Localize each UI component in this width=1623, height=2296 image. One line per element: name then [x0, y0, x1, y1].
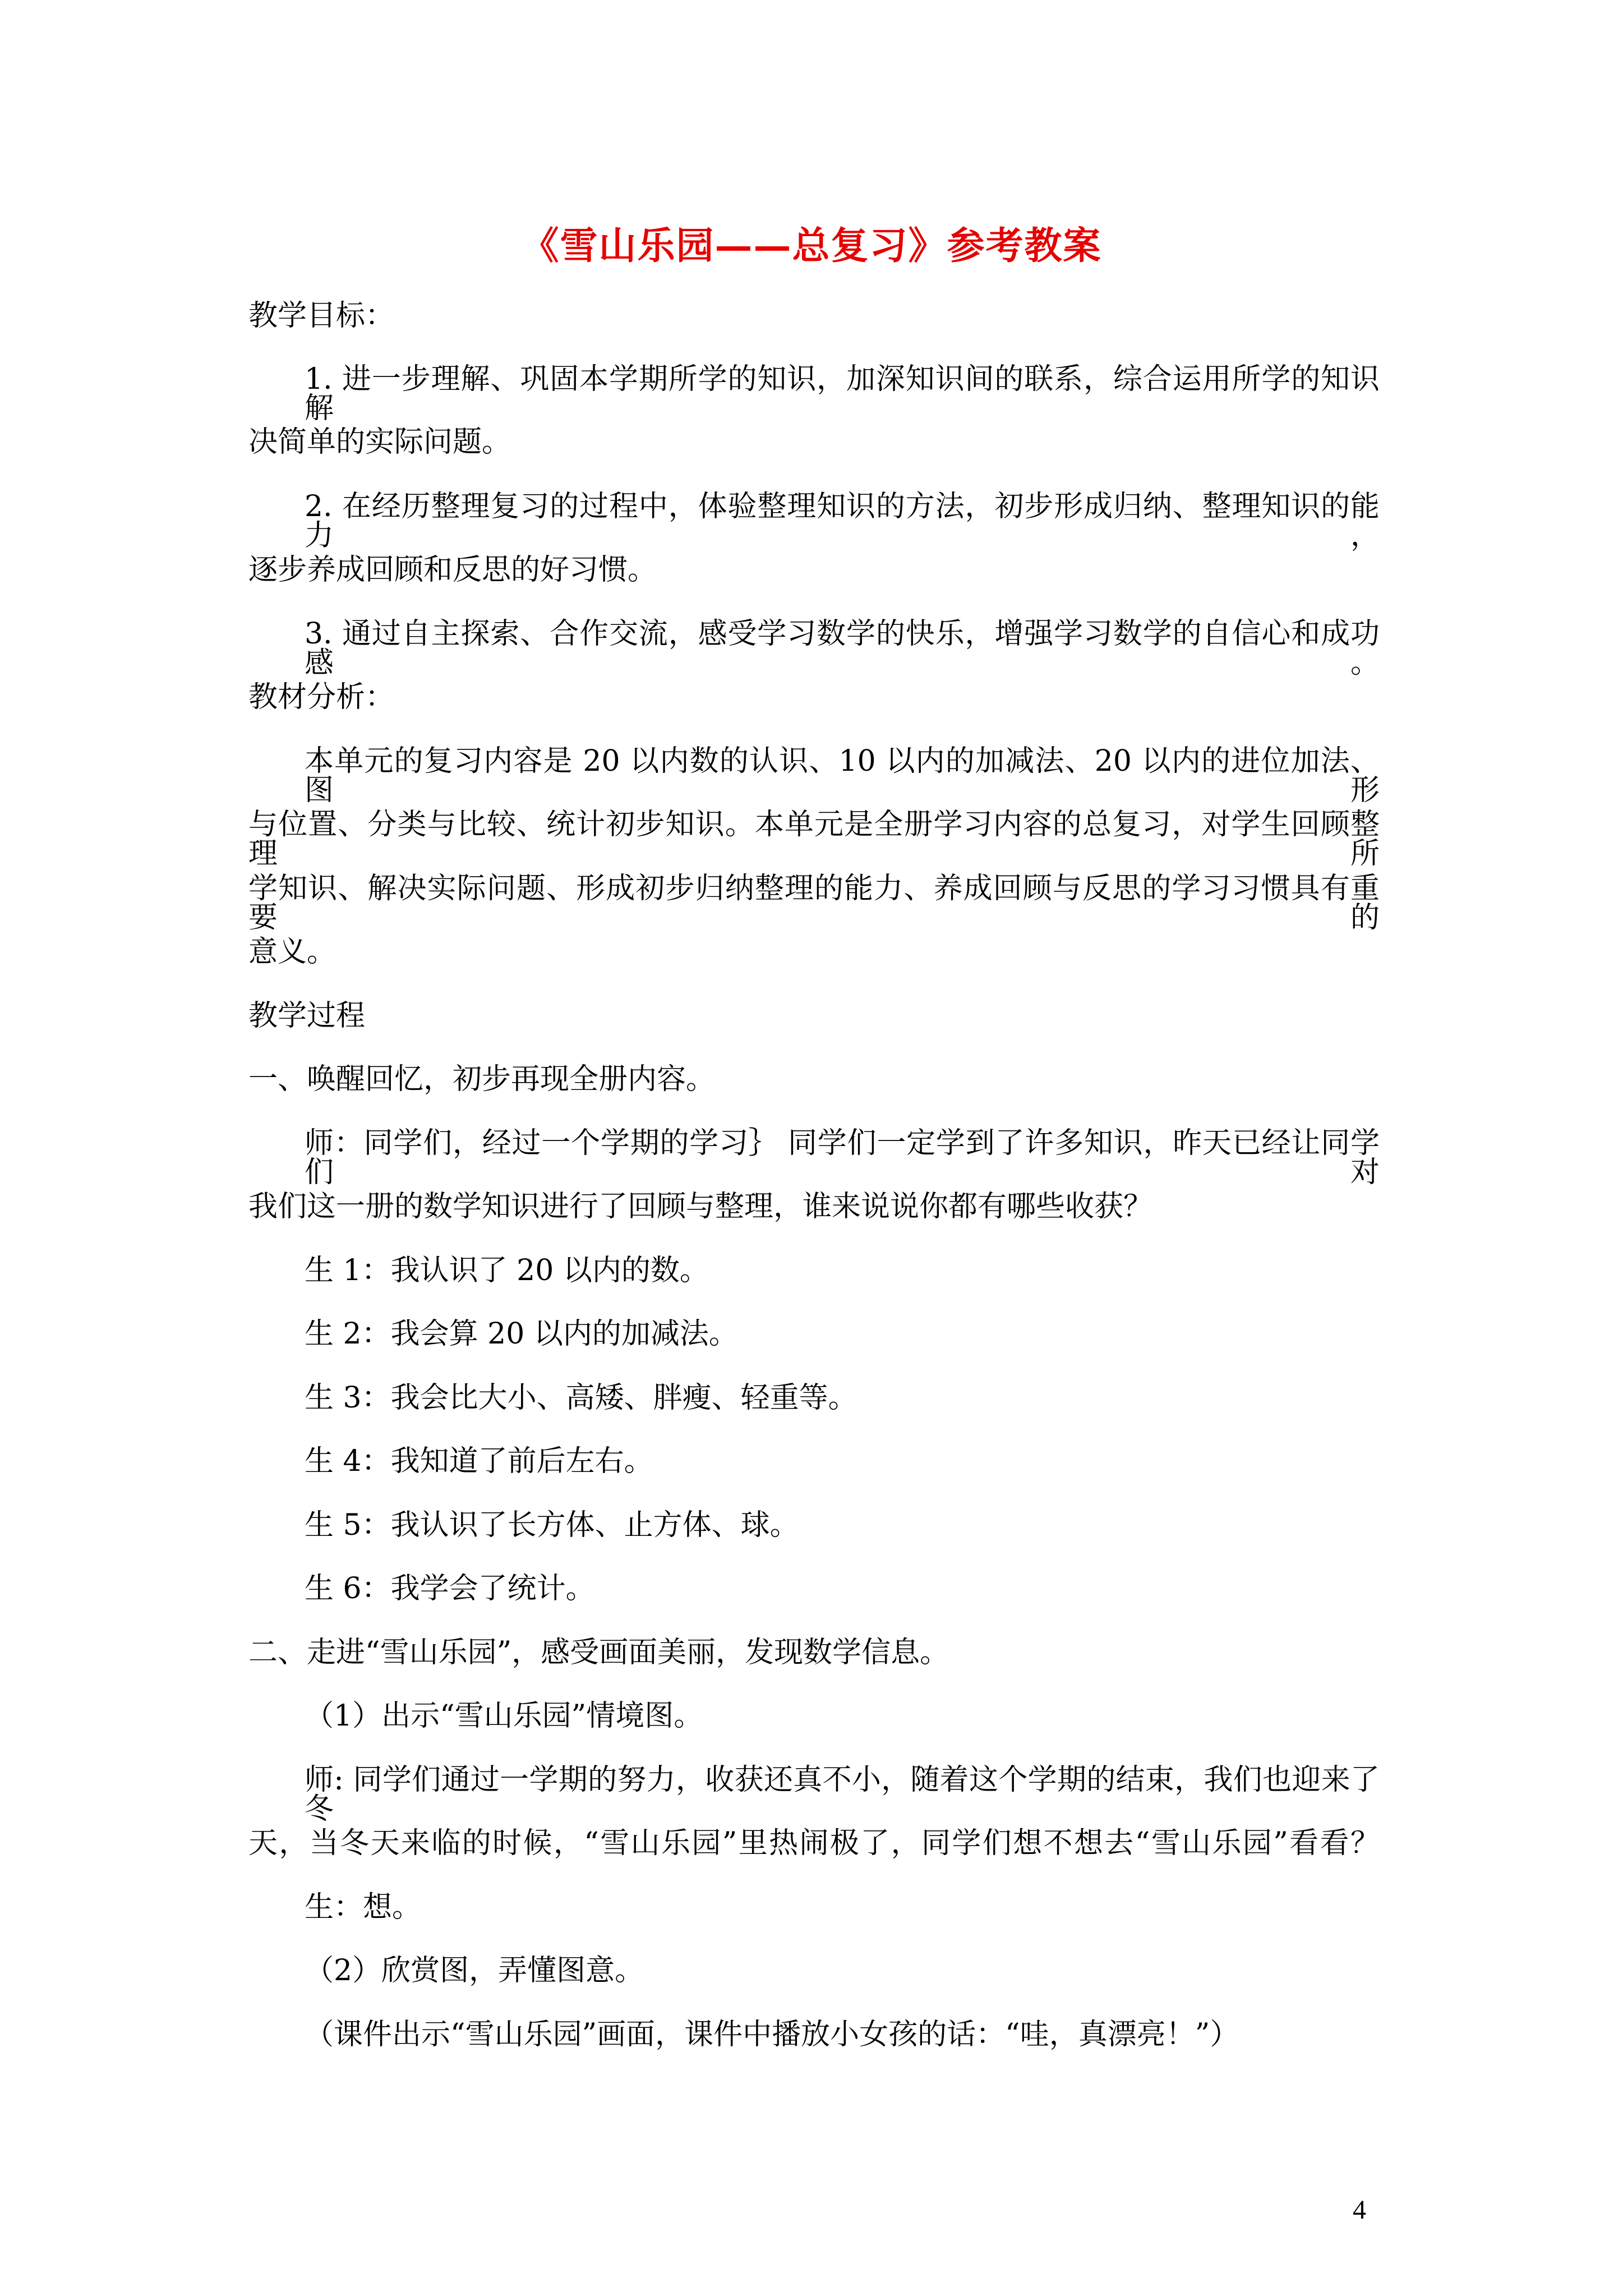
- paragraph-line: 决简单的实际问题。: [248, 425, 511, 459]
- heading-material-analysis: 教材分析：: [248, 680, 395, 714]
- student-answer: 生 5：我认识了长方体、止方体、球。: [305, 1508, 799, 1542]
- paragraph-line: （课件出示“雪山乐园”画面，课件中播放小女孩的话：“哇，真漂亮！”）: [305, 2018, 1239, 2051]
- paragraph-line: 与位置、分类与比较、统计初步知识。本单元是全册学习内容的总复习，对学生回顾整理所: [248, 808, 1380, 871]
- student-answer: 生 4：我知道了前后左右。: [305, 1444, 653, 1478]
- paragraph-line: 天，当冬天来临的时候，“雪山乐园”里热闹极了，同学们想不想去“雪山乐园”看看？: [248, 1826, 1380, 1860]
- paragraph-line: 师：同学们，经过一个学期的学习｝ 同学们一定学到了许多知识，昨天已经让同学们对: [305, 1126, 1380, 1189]
- heading-teaching-goals: 教学目标：: [248, 299, 395, 333]
- paragraph-line: 师: 同学们通过一学期的努力，收获还真不小，随着这个学期的结束，我们也迎来了冬: [305, 1763, 1380, 1826]
- paragraph-line: 我们这一册的数学知识进行了回顾与整理，谁来说说你都有哪些收获？: [248, 1190, 1153, 1223]
- paragraph-line: （2）欣赏图，弄懂图意。: [305, 1954, 644, 1987]
- paragraph-line: 意义。: [248, 935, 336, 969]
- heading-teaching-process: 教学过程: [248, 999, 366, 1033]
- section-heading: 一、唤醒回忆，初步再现全册内容。: [248, 1062, 716, 1096]
- paragraph-line: （1）出示“雪山乐园”情境图。: [305, 1699, 703, 1733]
- paragraph-line: 1. 进一步理解、巩固本学期所学的知识，加深知识间的联系，综合运用所学的知识解: [305, 362, 1380, 425]
- student-answer: 生 2：我会算 20 以内的加减法。: [305, 1317, 738, 1351]
- paragraph-line: 本单元的复习内容是 20 以内数的认识、10 以内的加减法、20 以内的进位加法、图形: [305, 744, 1380, 807]
- student-answer: 生 1：我认识了 20 以内的数。: [305, 1254, 709, 1287]
- paragraph-line: 学知识、解决实际问题、形成初步归纳整理的能力、养成回顾与反思的学习习惯具有重要的: [248, 872, 1380, 935]
- paragraph-line: 2. 在经历整理复习的过程中，体验整理知识的方法，初步形成归纳、整理知识的能力，: [305, 490, 1380, 553]
- page-number: 4: [1353, 2195, 1366, 2225]
- student-answer: 生：想。: [305, 1890, 422, 1924]
- student-answer: 生 3：我会比大小、高矮、胖瘦、轻重等。: [305, 1381, 857, 1415]
- student-answer: 生 6：我学会了统计。: [305, 1572, 595, 1605]
- paragraph-line: 逐步养成回顾和反思的好习惯。: [248, 553, 657, 587]
- document-title: 《雪山乐园——总复习》参考教案: [521, 223, 1102, 268]
- section-heading: 二、走进“雪山乐园”，感受画面美丽，发现数学信息。: [248, 1636, 949, 1669]
- paragraph-line: 3. 通过自主探索、合作交流，感受学习数学的快乐，增强学习数学的自信心和成功感。: [305, 617, 1380, 680]
